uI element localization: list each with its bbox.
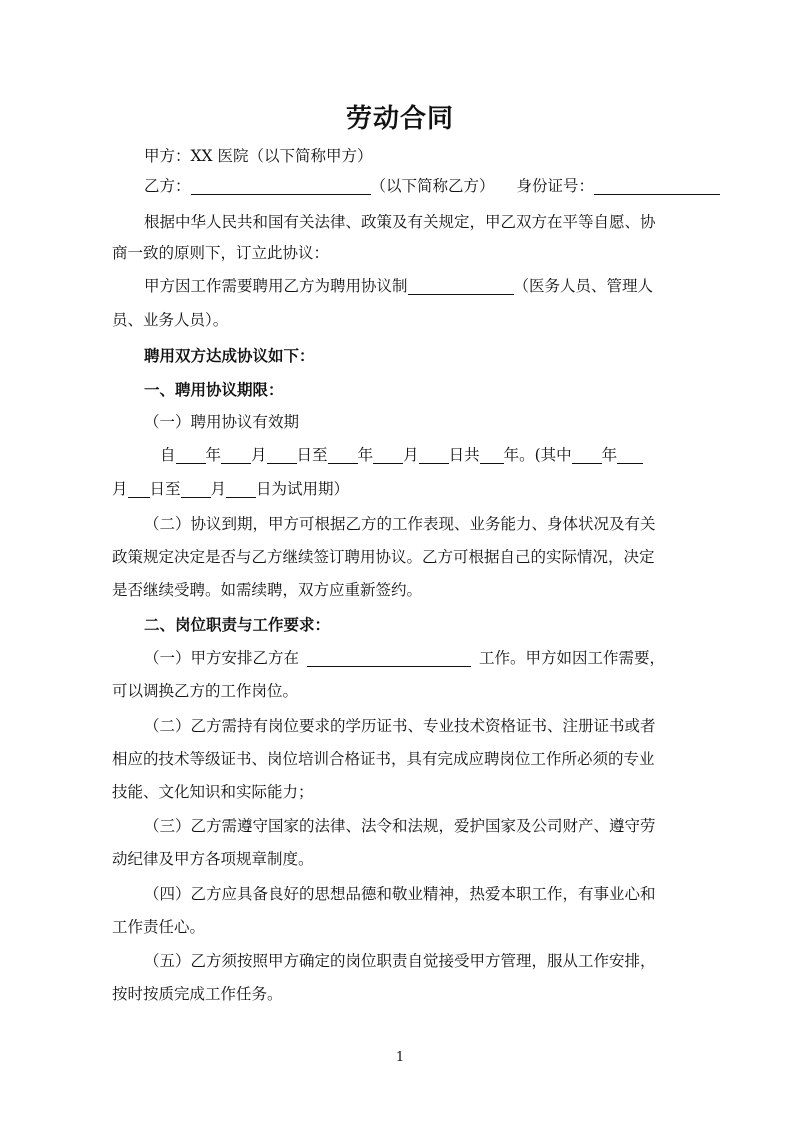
probation-start-month-blank[interactable] bbox=[617, 445, 643, 464]
section-2-item-2-line-1: （二）乙方需持有岗位要求的学历证书、专业技术资格证书、注册证书或者 bbox=[144, 717, 656, 735]
period-end: 日为试用期） bbox=[256, 480, 350, 498]
section-2-heading: 二、岗位职责与工作要求： bbox=[144, 616, 331, 634]
preamble-line-1: 根据中华人民共和国有关法律、政策及有关规定，甲乙双方在平等自愿、协 bbox=[144, 213, 656, 231]
probation-end-month-blank[interactable] bbox=[181, 479, 211, 498]
section-2-item-3-line-1: （三）乙方需遵守国家的法律、法令和法规，爱护国家及公司财产、遵守劳 bbox=[144, 817, 656, 835]
period-month-label: 月 bbox=[251, 446, 267, 464]
hire-line-2: 员、业务人员）。 bbox=[112, 311, 229, 329]
id-number-blank[interactable] bbox=[594, 176, 720, 195]
work-post-blank[interactable] bbox=[307, 648, 471, 667]
party-b-name-blank[interactable] bbox=[191, 176, 371, 195]
period-month-label: 月 bbox=[403, 446, 419, 464]
period-from: 自 bbox=[160, 446, 176, 464]
section-1-item-2-line-1: （二）协议到期，甲方可根据乙方的工作表现、业务能力、身体状况及有关 bbox=[144, 515, 656, 533]
section-2-item-2-line-3: 技能、文化知识和实际能力； bbox=[112, 783, 314, 801]
section-2-item-1-line-2: 可以调换乙方的工作岗位。 bbox=[112, 682, 299, 700]
section-2-item-5-line-2: 按时按质完成工作任务。 bbox=[112, 985, 283, 1003]
period-line-2 bbox=[112, 478, 349, 500]
probation-end-day-blank[interactable] bbox=[226, 479, 256, 498]
party-b-label: 乙方： bbox=[144, 177, 191, 195]
start-month-blank[interactable] bbox=[221, 445, 251, 464]
probation-start-day-blank[interactable] bbox=[128, 479, 150, 498]
section-1-item-2-line-3: 是否继续受聘。如需续聘，双方应重新签约。 bbox=[112, 581, 423, 599]
section-1-item-2-line-2: 政策规定决定是否与乙方继续签订聘用协议。乙方可根据自己的实际情况，决定 bbox=[112, 548, 655, 566]
id-number-label: 身份证号： bbox=[516, 177, 595, 195]
period-year-label: 年 bbox=[601, 446, 618, 464]
period-month-label: 月 bbox=[210, 480, 227, 498]
hire-line bbox=[144, 275, 653, 297]
section-2-item-3-line-2: 动纪律及甲方各项规章制度。 bbox=[112, 850, 314, 868]
period-year-paren: 年。(其中 bbox=[503, 446, 572, 464]
hire-prefix: 甲方因工作需要聘用乙方为聘用协议制 bbox=[144, 277, 408, 295]
section-2-item-5-line-1: （五）乙方须按照甲方确定的岗位职责自觉接受甲方管理，服从工作安排， bbox=[144, 952, 656, 970]
party-a-line: 甲方：XX 医院（以下简称甲方） bbox=[144, 147, 373, 165]
period-year-label: 年 bbox=[205, 446, 222, 464]
period-line bbox=[160, 444, 643, 466]
section-1-item-1-title: （一）聘用协议有效期 bbox=[144, 413, 300, 431]
start-day-blank[interactable] bbox=[267, 445, 297, 464]
hire-suffix: （医务人员、管理人 bbox=[513, 277, 654, 295]
page-number: 1 bbox=[395, 1050, 405, 1065]
party-b-line bbox=[144, 175, 720, 197]
start-year-blank[interactable] bbox=[176, 445, 206, 464]
period-day-to: 日至 bbox=[149, 480, 181, 498]
period-day-total: 日共 bbox=[448, 446, 480, 464]
period-year-label: 年 bbox=[357, 446, 374, 464]
document-title: 劳动合同 bbox=[345, 104, 454, 134]
hire-type-blank[interactable] bbox=[408, 276, 514, 295]
total-years-blank[interactable] bbox=[480, 445, 504, 464]
section-2-item-4-line-2: 工作责任心。 bbox=[112, 918, 206, 936]
preamble-line-2: 商一致的原则下，订立此协议： bbox=[112, 244, 330, 262]
end-day-blank[interactable] bbox=[419, 445, 449, 464]
section-1-heading: 一、聘用协议期限： bbox=[144, 381, 284, 399]
section-2-item-1-suffix: 工作。甲方如因工作需要， bbox=[479, 649, 666, 667]
end-year-blank[interactable] bbox=[328, 445, 358, 464]
section-2-item-4-line-1: （四）乙方应具备良好的思想品德和敬业精神，热爱本职工作，有事业心和 bbox=[144, 885, 656, 903]
period-month-label: 月 bbox=[112, 480, 128, 498]
end-month-blank[interactable] bbox=[373, 445, 403, 464]
agreement-heading: 聘用双方达成协议如下： bbox=[144, 347, 315, 365]
probation-start-year-blank[interactable] bbox=[572, 445, 602, 464]
period-day-to: 日至 bbox=[296, 446, 328, 464]
party-b-suffix: （以下简称乙方） bbox=[370, 177, 495, 195]
section-2-item-1-prefix: （一）甲方安排乙方在 bbox=[144, 649, 300, 667]
section-2-item-2-line-2: 相应的技术等级证书、岗位培训合格证书，具有完成应聘岗位工作所必须的专业 bbox=[112, 750, 655, 768]
section-2-item-1-line-1 bbox=[144, 647, 665, 669]
